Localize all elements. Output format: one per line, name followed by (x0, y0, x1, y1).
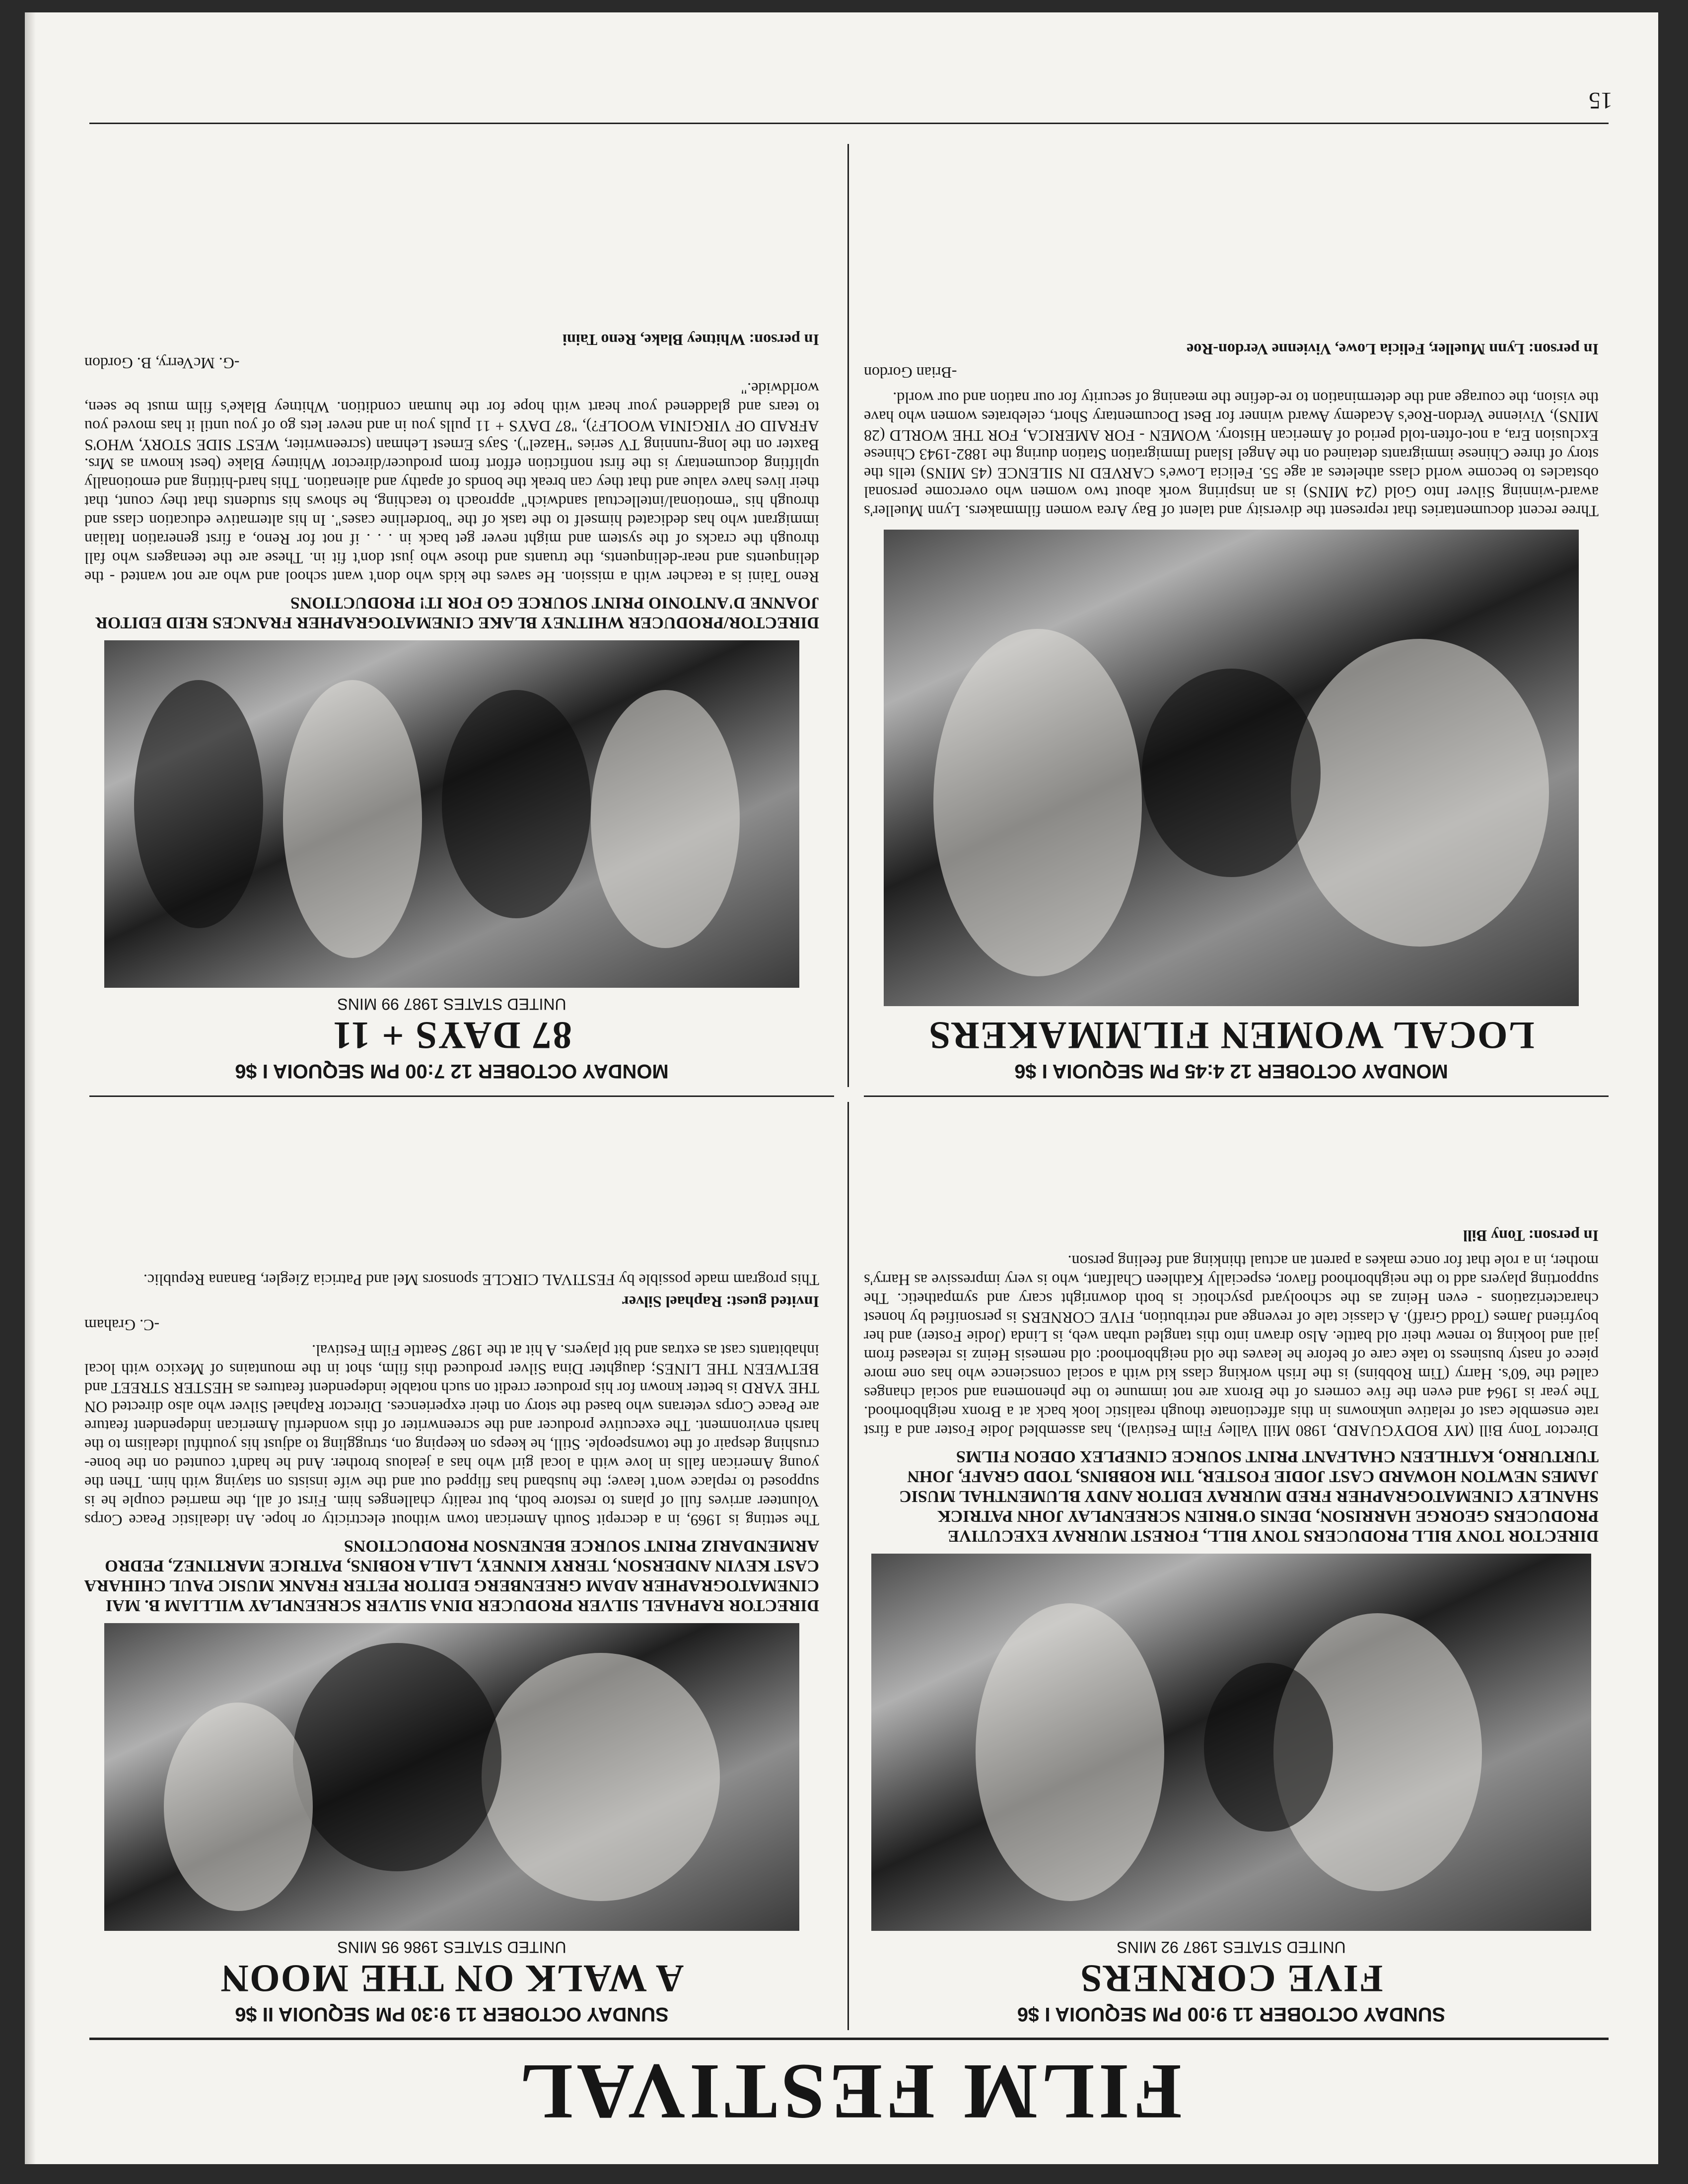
film-credits: DIRECTOR RAPHAEL SILVER PRODUCER DINA SILVER SCREENPLAY WILLIAM B. MAI CINEMATOGRAPHER ADAM GREENBERG EDITOR PETER FRANK MUSIC PAUL CHIHARA CAST KEVIN ANDERSON, TERRY KINNEY, LAILA ROBINS, PATRICE MARTINEZ, PEDRO ARMENDARIZ PRINT SOURCE BENENSON PRODUCTIONS (85, 1537, 819, 1615)
film-listing-a-walk-on-the-moon (84, 1271, 819, 2025)
film-listing-five-corners (864, 1224, 1599, 2025)
in-person-guests: In person: Lynn Mueller, Felicia Lowe, Vivienne Verdon-Roe (1187, 341, 1599, 358)
film-description: Reno Taini is a teacher with a mission. He saves the kids who don't want school and who are not wanted - the delinquents and near-delinquents, the truants and those who just don't fit in. These are the teenagers who fall through the cracks of the system and might never get back in . . . if not for Reno, a first generation Italian immigrant who has dedicated himself to the task of the "borderline cases". In his alternative education class and through his "emotional/intellectual sandwich" approach to teaching, he shows his students that they count, that their lives have value and that they can break the bonds of apathy and alienation. This hard-hitting and emotionally uplifting documentary is the first nonfiction effort from producer/director Whitney Blake (best known as Mrs. Baxter on the long-running TV series "Hazel"). Says Ernest Lehman (screenwriter, WEST SIDE STORY, WHO'S AFRAID OF VIRGINIA WOOLF?), "87 DAYS + 11 pulls you in and never lets go of you until it has moved you to tears and gladdened your heart with hope for the human condition. Whitney Blake's film must be seen, worldwide." (84, 380, 819, 586)
in-person-guests: In person: Whitney Blake, Reno Taini (563, 331, 819, 349)
sponsor-note: This program made possible by FESTIVAL CIRCLE sponsors Mel and Patricia Ziegler, Banana Republic. (143, 1271, 819, 1289)
page-number: 15 (1589, 87, 1613, 114)
film-origin: UNITED STATES 1987 92 MINS (1117, 1938, 1346, 1956)
footer-rule (89, 123, 1609, 124)
column-divider-bottom (847, 144, 849, 1087)
review-signature: -G. McVerry, B. Gordon (84, 354, 240, 372)
binding-shadow (25, 12, 36, 2164)
film-description: Director Tony Bill (MY BODYGUARD, 1980 Mill Valley Film Festival), has assembled Jodie Foster and a first rate ensemble cast of relative unknowns in this affectionate though realistic look back at a Bronx neighborhood. The year is 1964 and even the five corners of the Bronx are not immune to the phenomena and social changes called the '60's. Harry (Tim Robbins) is the Irish working class kid with a social conscience who has one more piece of nasty business to take care of before he leaves the old neighborhood: old nemesis Heinz is released from jail and looking to renew their old battle. Also drawn into this tangled urban web, is Linda (Jodie Foster) and her boyfriend James (Todd Graff). A classic tale of revenge and retribution, FIVE CORNERS is personified by honest characterizations - even Heinz as the schoolyard psychotic is both downright scary and sympathetic. The supporting players add to the neighborhood flavor, especially Kathleen Chalfant, who is very impressive as Harry's mother, in a role that for once makes a parent an actual thinking and feeling person. (864, 1252, 1599, 1440)
film-title: FIVE CORNERS (1079, 1957, 1383, 2000)
review-signature: -C. Graham (84, 1316, 160, 1334)
film-title: LOCAL WOMEN FILMMAKERS (928, 1014, 1535, 1057)
screening-info: SUNDAY OCTOBER 11 9:30 PM SEQUOIA II $6 (235, 2003, 669, 2025)
section-divider-right (89, 1095, 834, 1097)
film-credits: DIRECTOR TONY BILL PRODUCERS TONY BILL, FOREST MURRAY EXECUTIVE PRODUCERS GEORGE HARRISON, DENIS O'BRIEN SCREENPLAY JOHN PATRICK SHANLEY CINEMATOGRAPHER FRED MURRAY EDITOR ANDY BLUMENTHAL MUSIC JAMES NEWTON HOWARD CAST JODIE FOSTER, TIM ROBBINS, TODD GRAFF, JOHN TURTURRO, KATHLEEN CHALFANT PRINT SOURCE CINEPLEX ODEON FILMS (899, 1447, 1599, 1545)
film-still-photo (104, 1623, 799, 1931)
film-origin: UNITED STATES 1986 95 MINS (337, 1938, 566, 1956)
film-still-photo (884, 530, 1579, 1006)
screening-info: SUNDAY OCTOBER 11 9:00 PM SEQUOIA I $6 (1017, 2003, 1446, 2025)
film-listing-87-days-plus-11 (84, 328, 819, 1082)
film-still-photo (104, 640, 799, 988)
section-divider-left (864, 1095, 1609, 1097)
film-title: 87 DAYS + 11 (332, 1014, 572, 1057)
screening-info: MONDAY OCTOBER 12 7:00 PM SEQUOIA I $6 (235, 1060, 669, 1082)
in-person-guests: In person: Tony Bill (1463, 1227, 1599, 1245)
film-credits: DIRECTOR/PRODUCER WHITNEY BLAKE CINEMATOGRAPHER FRANCES REID EDITOR JOANNE D'ANTONIO PRINT SOURCE GO FOR IT! PRODUCTIONS (95, 594, 819, 632)
film-origin: UNITED STATES 1987 99 MINS (337, 995, 566, 1013)
review-signature: -Brian Gordon (864, 364, 957, 382)
screening-info: MONDAY OCTOBER 12 4:45 PM SEQUOIA I $6 (1014, 1060, 1448, 1082)
film-description: Three recent documentaries that represent the diversity and talent of Bay Area women filmmakers. Lynn Mueller's award-winning Silver Into Gold (24 MINS) is an inspiring work about two women who overcome personal obstacles to become world class atheletes at age 55. Felicia Lowe's CARVED IN SILENCE (45 MINS) tells the story of three Chinese immigrants detained on the Angel Island Immigration Station during the 1882-1943 Chinese Exclusion Era, a not-often-told period of American History. WOMEN - FOR AMERICA, FOR THE WORLD (28 MINS), Vivienne Verdon-Roe's Academy Award winner for Best Documentary Short, celebrates women who have the vision, the courage and the determination to re-define the meaning of security for our nation and our world. (864, 389, 1599, 520)
film-still-photo (871, 1554, 1591, 1931)
invited-guest: Invited guest: Raphael Silver (622, 1293, 819, 1311)
film-listing-local-women-filmmakers (864, 337, 1599, 1082)
film-description: The setting is 1969, in a decrepit South American town without electricity or hope. An idealistic Peace Corps Volunteer arrives full of plans to restore both, but reality challenges him. First of all, the married couple he is supposed to replace won't leave; the husband has flipped out and the wife insists on staying with him. Then the young American falls in love with a local girl who has a jealous brother. And he hadn't counted on the bone-crushing despair of the townspeople. Still, he keeps on keeping on, struggling to adjust his youthful idealism to the harsh environment. The executive producer and the screenwriter of this wonderful American independent feature are Peace Corps veterans who based the story on their experiences. Director Raphael Silver who also directed ON THE YARD is better known for his producer credit on such notable independent features as HESTER STREET and BETWEEN THE LINES; daughter Dina Silver produced this film, shot in the mountains of Mexico with local inhabitants cast as extras and bit players. A hit at the 1987 Seattle Film Festival. (84, 1342, 819, 1529)
film-title: A WALK ON THE MOON (219, 1957, 684, 2000)
column-divider-top (847, 1102, 849, 2030)
masthead-rule (89, 2038, 1609, 2040)
paper (25, 12, 1658, 2164)
page-masthead: FILM FESTIVAL (516, 2048, 1182, 2136)
